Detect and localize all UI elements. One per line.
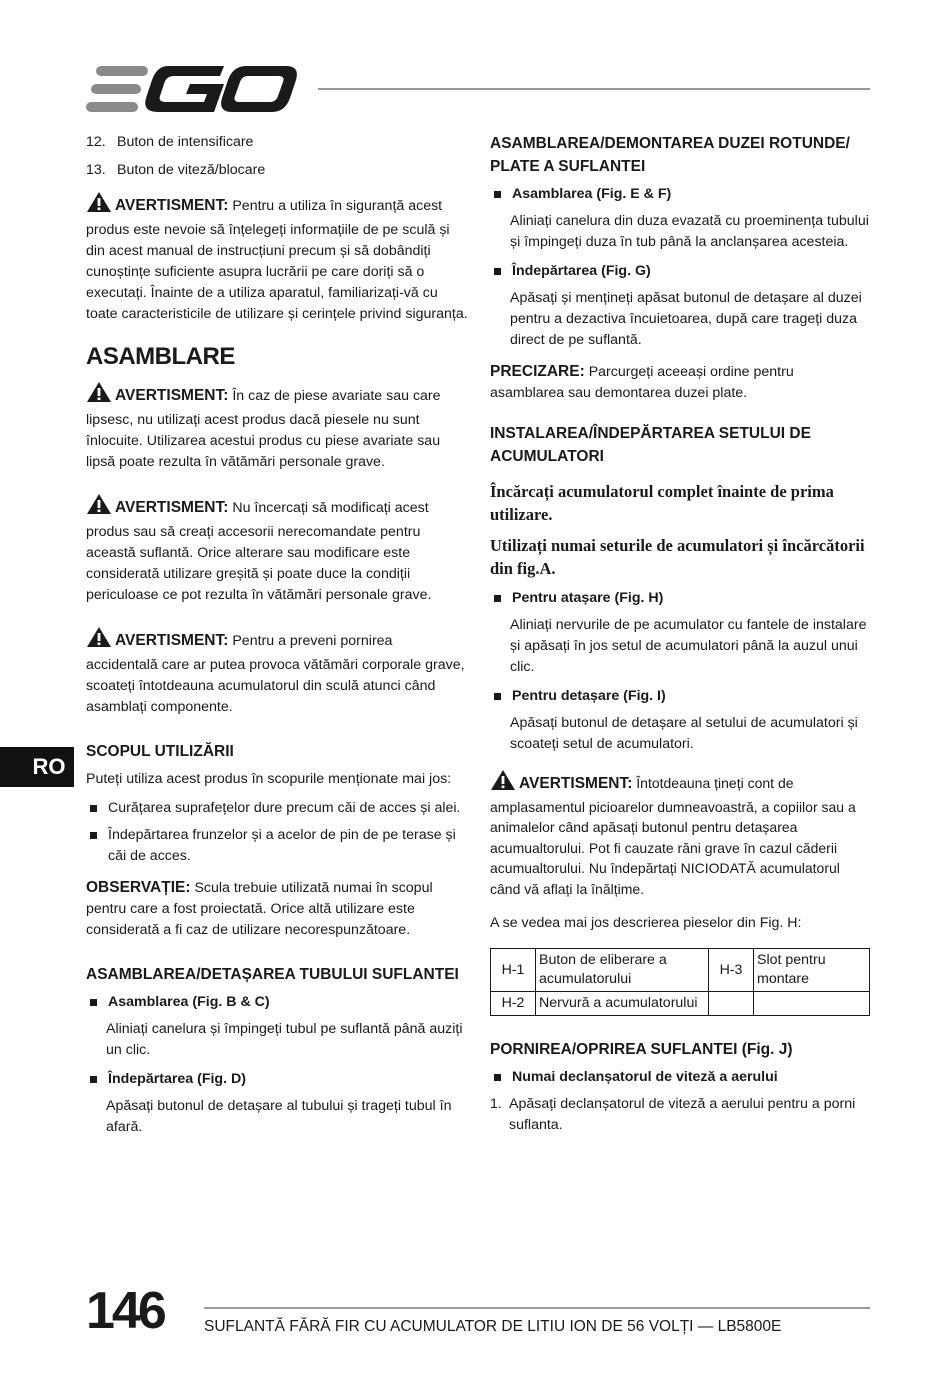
warning-label: AVERTISMENT: xyxy=(115,632,229,649)
warning-triangle-icon xyxy=(86,493,112,522)
note-block xyxy=(86,877,468,941)
warning-label: AVERTISMENT: xyxy=(115,387,229,404)
ego-logo xyxy=(86,64,300,114)
warning-block xyxy=(86,381,468,473)
bullet-square-icon xyxy=(494,595,501,602)
table-cell: H-1 xyxy=(491,949,536,992)
table-cell xyxy=(709,992,754,1016)
list-item xyxy=(86,132,468,153)
bullet-square-icon xyxy=(494,268,501,275)
bullet-item xyxy=(490,184,870,205)
bullet-text: Asamblarea (Fig. E & F) xyxy=(512,186,672,202)
bullet-item xyxy=(490,686,870,707)
table-cell xyxy=(754,992,870,1016)
bullet-text: Îndepărtarea (Fig. D) xyxy=(108,1071,246,1087)
bullet-square-icon xyxy=(494,1074,501,1081)
warning-text: Nu încercați să modificați acest produs sau să creați accesorii nerecomandate pentru această suflantă. Orice alterare sau modificare este considerată utilizare greșită și poate duce la condiții periculoase ce pot rezulta în vătămări personale grave. xyxy=(86,500,432,603)
bullet-text: Curățarea suprafețelor dure precum căi de acces și alei. xyxy=(108,800,461,816)
warning-block xyxy=(490,769,870,899)
bullet-item xyxy=(86,825,468,867)
list-number: 12. xyxy=(86,134,106,150)
table-cell: Slot pentru montare xyxy=(754,949,870,992)
note-text: Parcurgeți aceeași ordine pentru asamblarea sau demontarea duzei plate. xyxy=(490,364,794,401)
note-block xyxy=(490,361,870,404)
warning-text: Pentru a utiliza în siguranță acest produs este nevoie să înțelegeți informațiile de pe sculă și din acest manual de instrucțiuni precum și să dobândiți cunoștințe suficiente asupra lucrării pe care doriți să o executați. Înainte de a utiliza aparatul, familiarizați-vă cu toate caracteristicile de utilizare și cerințele privind siguranța. xyxy=(86,198,468,322)
emphasis-text: Încărcați acumulatorul complet înainte de prima utilizare. xyxy=(490,482,834,524)
bullet-square-icon xyxy=(90,832,97,839)
section-heading: ASAMBLARE xyxy=(86,343,235,370)
bullet-text: Pentru atașare (Fig. H) xyxy=(512,590,664,606)
bullet-text: Îndepărtarea frunzelor și a acelor de pin de pe terase și căi de acces. xyxy=(108,827,456,864)
paragraph: Apăsați și mențineți apăsat butonul de detașare al duzei pentru a dezactiva încuietoarea, după care trageți duza direct de pe suflantă. xyxy=(510,290,862,348)
table-row xyxy=(491,949,870,992)
warning-triangle-icon xyxy=(86,381,112,410)
table-cell: H-3 xyxy=(709,949,754,992)
language-tab xyxy=(0,747,74,787)
section-heading: PORNIREA/OPRIREA SUFLANTEI (Fig. J) xyxy=(490,1041,793,1058)
parts-table xyxy=(490,948,870,1016)
emphasis-text: Utilizați numai seturile de acumulatori și încărcătorii din fig.A. xyxy=(490,536,865,578)
list-text: Buton de intensificare xyxy=(117,134,254,150)
table-row xyxy=(491,992,870,1016)
table-cell: H-2 xyxy=(491,992,536,1016)
paragraph: Aliniați canelura din duza evazată cu proeminența tubului și împingeți duza în tub până la anclanșarea acesteia. xyxy=(510,213,869,250)
bullet-item xyxy=(490,588,870,609)
warning-text: Întotdeauna țineți cont de amplasamentul picioarelor dumneavoastră, a copiilor sau a animalelor când apăsați butonul pentru detașarea acumualtorului. Pot fi cauzate răni grave în cazul căderii acumualtorului. Nu îndepărtați NICIODATĂ acumulatorul când vă aflați la înălțime. xyxy=(490,775,856,897)
language-code: RO xyxy=(32,754,66,779)
header-rule xyxy=(318,88,870,90)
note-label: PRECIZARE: xyxy=(490,363,585,380)
warning-label: AVERTISMENT: xyxy=(115,197,229,214)
bullet-square-icon xyxy=(494,693,501,700)
bullet-square-icon xyxy=(494,191,501,198)
right-column xyxy=(490,132,870,1136)
bullet-text: Pentru detașare (Fig. I) xyxy=(512,688,666,704)
left-column xyxy=(86,132,468,1146)
paragraph: Apăsați butonul de detașare al tubului și trageți tubul în afară. xyxy=(106,1098,452,1135)
paragraph: Puteți utiliza acest produs în scopurile menționate mai jos: xyxy=(86,771,452,787)
warning-label: AVERTISMENT: xyxy=(519,775,633,792)
section-heading: INSTALAREA/ÎNDEPĂRTAREA SETULUI DE ACUMULATORI xyxy=(490,425,811,465)
page-number: 146 xyxy=(86,1282,164,1340)
bullet-text: Asamblarea (Fig. B & C) xyxy=(108,994,270,1010)
warning-label: AVERTISMENT: xyxy=(115,499,229,516)
warning-text: Pentru a preveni pornirea accidentală care ar putea provoca vătămări corporale grave, scoateți întotdeauna acumulatorul din sculă atunci când asamblați componente. xyxy=(86,633,465,715)
warning-text: În caz de piese avariate sau care lipsesc, nu utilizați acest produs dacă piesele nu sunt înlocuite. Utilizarea acestui produs cu piese avariate sau lipsă poate rezulta în vătămări personale grave. xyxy=(86,388,441,470)
paragraph: Aliniați nervurile de pe acumulator cu fantele de instalare și apăsați în jos setul de acumulatori până la auzul unui clic. xyxy=(510,617,867,675)
note-label: OBSERVAȚIE: xyxy=(86,879,191,896)
table-cell: Nervură a acumulatorului xyxy=(536,992,709,1016)
paragraph: Apăsați butonul de detașare al setului de acumulatori și scoateți setul de acumulatori. xyxy=(510,715,858,752)
bullet-square-icon xyxy=(90,1076,97,1083)
bullet-item xyxy=(490,261,870,282)
footer-title: SUFLANTĂ FĂRĂ FIR CU ACUMULATOR DE LITIU ION DE 56 VOLȚI — LB5800E xyxy=(204,1318,782,1335)
note-text: Scula trebuie utilizată numai în scopul pentru care a fost proiectată. Orice altă utilizare este considerată a fi caz de utilizare necorespunzătoare. xyxy=(86,880,433,938)
warning-triangle-icon xyxy=(490,769,516,797)
paragraph: Aliniați canelura și împingeți tubul pe suflantă până auziți un clic. xyxy=(106,1021,463,1058)
warning-triangle-icon xyxy=(86,626,112,655)
list-number: 13. xyxy=(86,162,106,178)
list-item xyxy=(86,160,468,181)
section-heading: ASAMBLAREA/DETAȘAREA TUBULUI SUFLANTEI xyxy=(86,966,459,983)
bullet-item xyxy=(490,1067,870,1088)
bullet-text: Numai declanșatorul de viteză a aerului xyxy=(512,1069,778,1085)
numbered-step xyxy=(490,1094,870,1136)
warning-block xyxy=(86,493,468,606)
step-text: Apăsați declanșatorul de viteză a aerului pentru a porni suflanta. xyxy=(509,1096,856,1133)
table-cell: Buton de eliberare a acumulatorului xyxy=(536,949,709,992)
bullet-item xyxy=(86,1069,468,1090)
ego-logo-mark xyxy=(86,64,300,114)
paragraph: A se vedea mai jos descrierea pieselor din Fig. H: xyxy=(490,915,802,931)
warning-block xyxy=(86,191,468,325)
bullet-square-icon xyxy=(90,999,97,1006)
warning-block xyxy=(86,626,468,718)
list-text: Buton de viteză/blocare xyxy=(117,162,266,178)
bullet-item xyxy=(86,992,468,1013)
footer-rule xyxy=(204,1307,870,1309)
section-heading: SCOPUL UTILIZĂRII xyxy=(86,743,234,760)
warning-triangle-icon xyxy=(86,191,112,220)
bullet-square-icon xyxy=(90,805,97,812)
bullet-item xyxy=(86,798,468,819)
section-heading: ASAMBLAREA/DEMONTAREA DUZEI ROTUNDE/ PLATE A SUFLANTEI xyxy=(490,135,850,175)
step-number: 1. xyxy=(490,1096,502,1112)
bullet-text: Îndepărtarea (Fig. G) xyxy=(512,263,651,279)
